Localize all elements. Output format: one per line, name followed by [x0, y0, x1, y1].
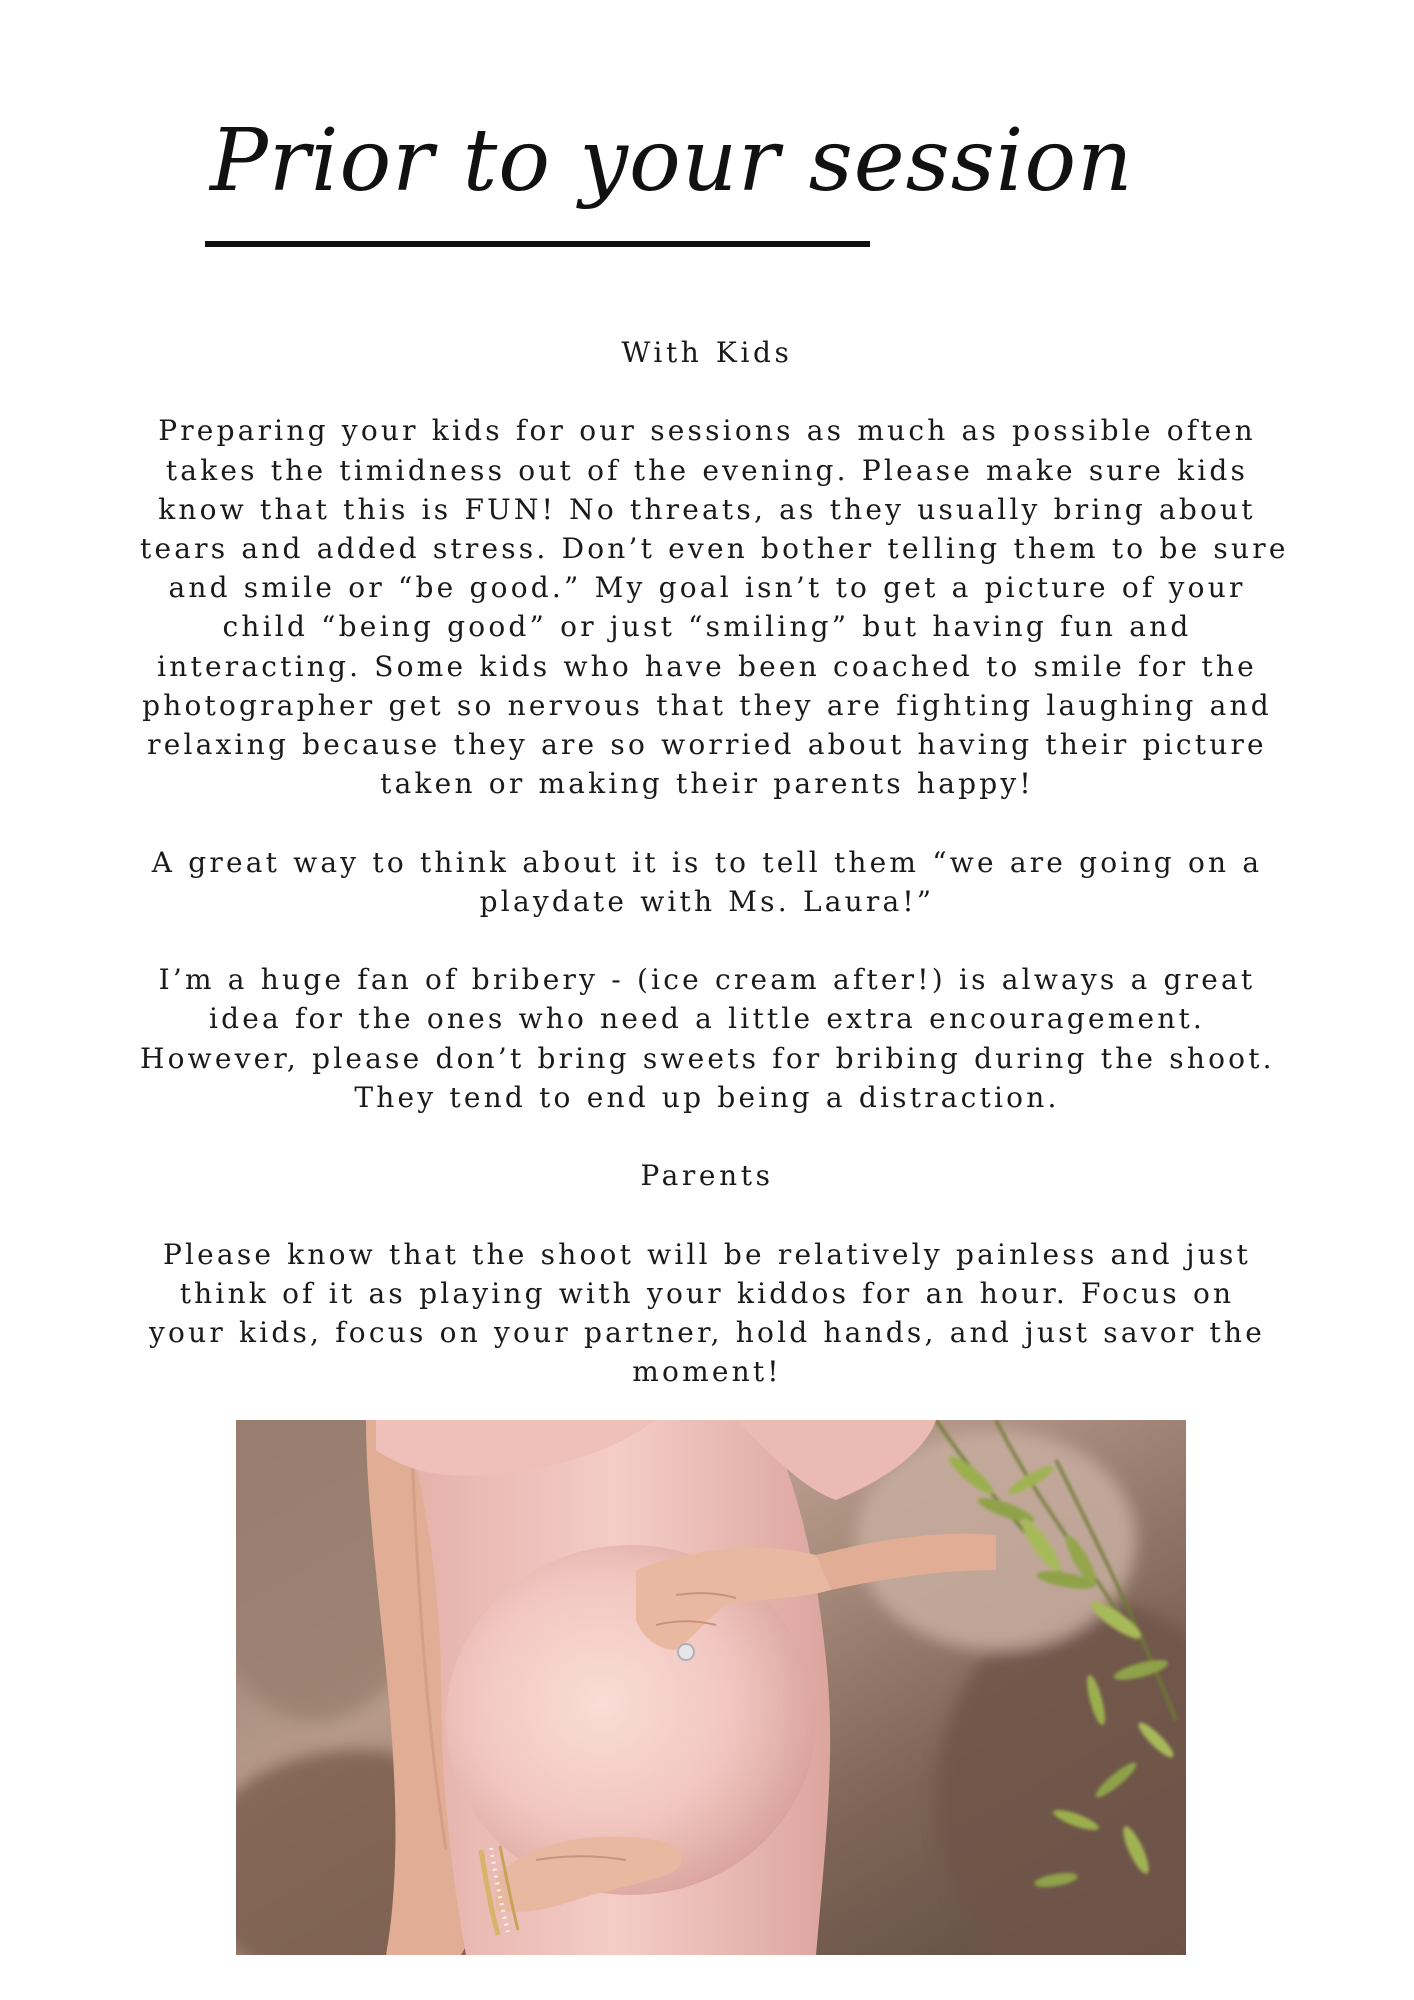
title-underline — [205, 241, 870, 247]
playdate-paragraph-line: A great way to think about it is to tell them “we are going on a — [151, 845, 1263, 879]
section-heading-with-kids — [140, 333, 1274, 372]
heading-text: Parents — [640, 1159, 774, 1193]
playdate-paragraph-line: playdate with Ms. Laura!” — [479, 884, 935, 918]
kids-paragraph-line: and smile or “be good.” My goal isn’t to get a picture of your — [168, 571, 1246, 605]
bribery-paragraph-line: I’m a huge fan of bribery - (ice cream after!) is always a great — [158, 963, 1256, 997]
kids-paragraph-line: Preparing your kids for our sessions as much as possible often — [158, 414, 1256, 448]
page-content — [140, 333, 1289, 1391]
kids-paragraph-line: interacting. Some kids who have been coached to smile for the — [157, 649, 1257, 683]
parents-paragraph-line: think of it as playing with your kiddos for an hour. Focus on — [179, 1276, 1235, 1310]
heading-text: With Kids — [621, 336, 793, 369]
bribery-paragraph-line: However, please don’t bring sweets for bribing during the shoot. — [140, 1041, 1275, 1075]
parents-paragraph-line: Please know that the shoot will be relatively painless and just — [162, 1237, 1252, 1271]
kids-paragraph-line: know that this is FUN! No threats, as they usually bring about — [158, 492, 1256, 526]
kids-paragraph-line: relaxing because they are so worried about having their picture — [147, 728, 1267, 762]
parents-paragraph-line: moment! — [632, 1355, 782, 1389]
kids-paragraph-line: child “being good” or just “smiling” but having fun and — [222, 610, 1192, 644]
maternity-photo-image — [236, 1420, 1186, 1955]
kids-paragraph-line: takes the timidness out of the evening. Please make sure kids — [165, 453, 1249, 487]
bribery-paragraph — [140, 960, 1274, 1117]
bribery-paragraph-line: idea for the ones who need a little extra encouragement. — [208, 1002, 1206, 1036]
playdate-paragraph — [140, 843, 1274, 921]
parents-paragraph-line: your kids, focus on your partner, hold hands, and just savor the — [149, 1316, 1265, 1349]
kids-paragraph-line: tears and added stress. Don’t even bother telling them to be sure — [140, 532, 1289, 565]
bribery-paragraph-line: They tend to end up being a distraction. — [354, 1080, 1060, 1114]
kids-paragraph — [140, 411, 1289, 803]
kids-paragraph-line: taken or making their parents happy! — [380, 767, 1034, 801]
section-heading-parents — [140, 1156, 1274, 1195]
kids-paragraph-line: photographer get so nervous that they are fighting laughing and — [142, 688, 1272, 722]
parents-paragraph — [140, 1235, 1274, 1392]
page-title: Prior to your session — [210, 111, 1134, 211]
